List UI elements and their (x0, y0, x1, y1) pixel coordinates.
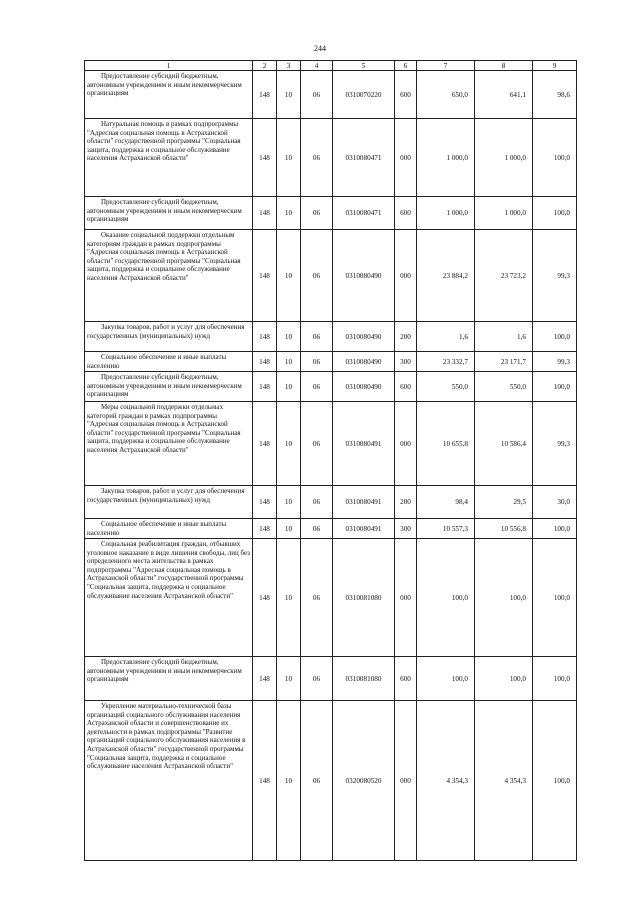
row-name-cell: Оказание социальной поддержки отдельным категориям граждан в рамках подпрограммы "Адресная социальная помощь в Астраханской области" государственной программы "Социальная защита, поддержка и социальное обслуживание населения Астраханской области" (85, 230, 253, 322)
column-header: 1 (85, 61, 253, 71)
column-header: 6 (395, 61, 417, 71)
planned-amount-cell: 10 655,8 (417, 402, 475, 486)
planned-amount-cell: 650,0 (417, 71, 475, 119)
percent-cell: 100,0 (533, 519, 577, 539)
admin-code-cell: 148 (253, 71, 277, 119)
expense-type-cell: 300 (395, 352, 417, 372)
admin-code-cell: 148 (253, 402, 277, 486)
planned-amount-cell: 550,0 (417, 372, 475, 402)
row-name-cell: Предоставление субсидий бюджетным, автономным учреждениям и иным некоммерческим организациям (85, 372, 253, 402)
section-cell: 10 (277, 352, 301, 372)
page-number: 244 (314, 44, 326, 53)
expense-type-cell: 200 (395, 486, 417, 519)
target-code-cell: 0310080491 (333, 486, 395, 519)
actual-amount-cell: 1,6 (475, 322, 533, 352)
subsection-cell: 06 (301, 119, 333, 197)
admin-code-cell: 148 (253, 197, 277, 230)
expense-type-cell: 600 (395, 372, 417, 402)
percent-cell: 99,3 (533, 230, 577, 322)
percent-cell: 98,6 (533, 71, 577, 119)
table-row (85, 657, 577, 701)
section-cell: 10 (277, 230, 301, 322)
planned-amount-cell: 1 000,0 (417, 197, 475, 230)
actual-amount-cell: 23 723,2 (475, 230, 533, 322)
actual-amount-cell: 100,0 (475, 657, 533, 701)
target-code-cell: 0310080491 (333, 519, 395, 539)
subsection-cell: 06 (301, 71, 333, 119)
column-header: 3 (277, 61, 301, 71)
table-row (85, 372, 577, 402)
expense-type-cell: 600 (395, 657, 417, 701)
section-cell: 10 (277, 372, 301, 402)
target-code-cell: 0310080490 (333, 230, 395, 322)
planned-amount-cell: 10 557,3 (417, 519, 475, 539)
section-cell: 10 (277, 657, 301, 701)
subsection-cell: 06 (301, 322, 333, 352)
column-header: 2 (253, 61, 277, 71)
percent-cell: 100,0 (533, 372, 577, 402)
expense-type-cell: 200 (395, 322, 417, 352)
actual-amount-cell: 10 586,4 (475, 402, 533, 486)
planned-amount-cell: 23 884,2 (417, 230, 475, 322)
admin-code-cell: 148 (253, 519, 277, 539)
table-row (85, 71, 577, 119)
target-code-cell: 0310080490 (333, 372, 395, 402)
column-header: 7 (417, 61, 475, 71)
target-code-cell: 0310080471 (333, 197, 395, 230)
target-code-cell: 0310081080 (333, 539, 395, 657)
section-cell: 10 (277, 119, 301, 197)
percent-cell: 100,0 (533, 119, 577, 197)
admin-code-cell: 148 (253, 486, 277, 519)
admin-code-cell: 148 (253, 701, 277, 861)
column-header: 5 (333, 61, 395, 71)
target-code-cell: 0310080490 (333, 352, 395, 372)
row-name-cell: Социальная реабилитация граждан, отбывших уголовное наказание в виде лишения свободы, лиц без определенного места жительства в рамках подпрограммы "Адресная социальная помощь в Астраханской области" государственной программы "Социальная защита, поддержка и социальное обслуживание населения Астраханской области" (85, 539, 253, 657)
row-name-cell: Натуральная помощь в рамках подпрограммы "Адресная социальная помощь в Астраханской области" государственной программы "Социальная защита, поддержка и социальное обслуживание населения Астраханской области" (85, 119, 253, 197)
actual-amount-cell: 641,1 (475, 71, 533, 119)
planned-amount-cell: 1 000,0 (417, 119, 475, 197)
percent-cell: 100,0 (533, 657, 577, 701)
column-header: 8 (475, 61, 533, 71)
actual-amount-cell: 100,0 (475, 539, 533, 657)
admin-code-cell: 148 (253, 657, 277, 701)
subsection-cell: 06 (301, 539, 333, 657)
expense-type-cell: 600 (395, 197, 417, 230)
percent-cell: 99,3 (533, 402, 577, 486)
actual-amount-cell: 29,5 (475, 486, 533, 519)
row-name-cell: Закупка товаров, работ и услуг для обеспечения государственных (муниципальных) нужд (85, 486, 253, 519)
table-row (85, 119, 577, 197)
planned-amount-cell: 23 332,7 (417, 352, 475, 372)
row-name-cell: Предоставление субсидий бюджетным, автономным учреждениям и иным некоммерческим организациям (85, 657, 253, 701)
section-cell: 10 (277, 519, 301, 539)
subsection-cell: 06 (301, 230, 333, 322)
actual-amount-cell: 10 556,8 (475, 519, 533, 539)
table-row (85, 701, 577, 861)
table-row (85, 519, 577, 539)
expense-type-cell: 000 (395, 119, 417, 197)
target-code-cell: 0310080491 (333, 402, 395, 486)
admin-code-cell: 148 (253, 539, 277, 657)
actual-amount-cell: 4 354,3 (475, 701, 533, 861)
table-row (85, 539, 577, 657)
planned-amount-cell: 1,6 (417, 322, 475, 352)
percent-cell: 100,0 (533, 197, 577, 230)
budget-table (84, 60, 577, 861)
admin-code-cell: 148 (253, 322, 277, 352)
section-cell: 10 (277, 701, 301, 861)
row-name-cell: Укрепление материально-технической базы организаций социального обслуживания населения Астраханской области и совершенствование их деятельности в рамках подпрограммы "Развитие организаций социального обслуживания населения в Астраханской области" государственной программы "Социальная защита, поддержка и социальное обслуживание населения Астраханской области" (85, 701, 253, 861)
subsection-cell: 06 (301, 352, 333, 372)
percent-cell: 99,3 (533, 352, 577, 372)
section-cell: 10 (277, 402, 301, 486)
column-header: 4 (301, 61, 333, 71)
row-name-cell: Меры социальной поддержки отдельных категорий граждан в рамках подпрограммы "Адресная социальная помощь в Астраханской области" государственной программы "Социальная защита, поддержка и социальное обслуживание населения Астраханской области" (85, 402, 253, 486)
actual-amount-cell: 550,0 (475, 372, 533, 402)
admin-code-cell: 148 (253, 119, 277, 197)
expense-type-cell: 000 (395, 402, 417, 486)
subsection-cell: 06 (301, 372, 333, 402)
table-row (85, 352, 577, 372)
actual-amount-cell: 1 000,0 (475, 119, 533, 197)
admin-code-cell: 148 (253, 230, 277, 322)
percent-cell: 100,0 (533, 539, 577, 657)
header-row (85, 61, 577, 71)
expense-type-cell: 300 (395, 519, 417, 539)
planned-amount-cell: 4 354,3 (417, 701, 475, 861)
expense-type-cell: 600 (395, 71, 417, 119)
target-code-cell: 0310070220 (333, 71, 395, 119)
row-name-cell: Закупка товаров, работ и услуг для обеспечения государственных (муниципальных) нужд (85, 322, 253, 352)
subsection-cell: 06 (301, 402, 333, 486)
target-code-cell: 0320080520 (333, 701, 395, 861)
row-name-cell: Предоставление субсидий бюджетным, автономным учреждениям и иным некоммерческим организациям (85, 71, 253, 119)
planned-amount-cell: 100,0 (417, 657, 475, 701)
table-row (85, 230, 577, 322)
planned-amount-cell: 98,4 (417, 486, 475, 519)
actual-amount-cell: 23 171,7 (475, 352, 533, 372)
subsection-cell: 06 (301, 701, 333, 861)
table-row (85, 322, 577, 352)
subsection-cell: 06 (301, 486, 333, 519)
percent-cell: 100,0 (533, 322, 577, 352)
table-row (85, 402, 577, 486)
section-cell: 10 (277, 322, 301, 352)
planned-amount-cell: 100,0 (417, 539, 475, 657)
admin-code-cell: 148 (253, 372, 277, 402)
subsection-cell: 06 (301, 197, 333, 230)
table-row (85, 197, 577, 230)
column-header: 9 (533, 61, 577, 71)
row-name-cell: Социальное обеспечение и иные выплаты населению (85, 519, 253, 539)
percent-cell: 100,0 (533, 701, 577, 861)
actual-amount-cell: 1 000,0 (475, 197, 533, 230)
section-cell: 10 (277, 539, 301, 657)
expense-type-cell: 000 (395, 230, 417, 322)
subsection-cell: 06 (301, 519, 333, 539)
subsection-cell: 06 (301, 657, 333, 701)
percent-cell: 30,0 (533, 486, 577, 519)
target-code-cell: 0310080490 (333, 322, 395, 352)
section-cell: 10 (277, 71, 301, 119)
table-row (85, 486, 577, 519)
expense-type-cell: 000 (395, 539, 417, 657)
section-cell: 10 (277, 197, 301, 230)
target-code-cell: 0310081080 (333, 657, 395, 701)
row-name-cell: Предоставление субсидий бюджетным, автономным учреждениям и иным некоммерческим организациям (85, 197, 253, 230)
expense-type-cell: 000 (395, 701, 417, 861)
admin-code-cell: 148 (253, 352, 277, 372)
row-name-cell: Социальное обеспечение и иные выплаты населению (85, 352, 253, 372)
target-code-cell: 0310080471 (333, 119, 395, 197)
section-cell: 10 (277, 486, 301, 519)
